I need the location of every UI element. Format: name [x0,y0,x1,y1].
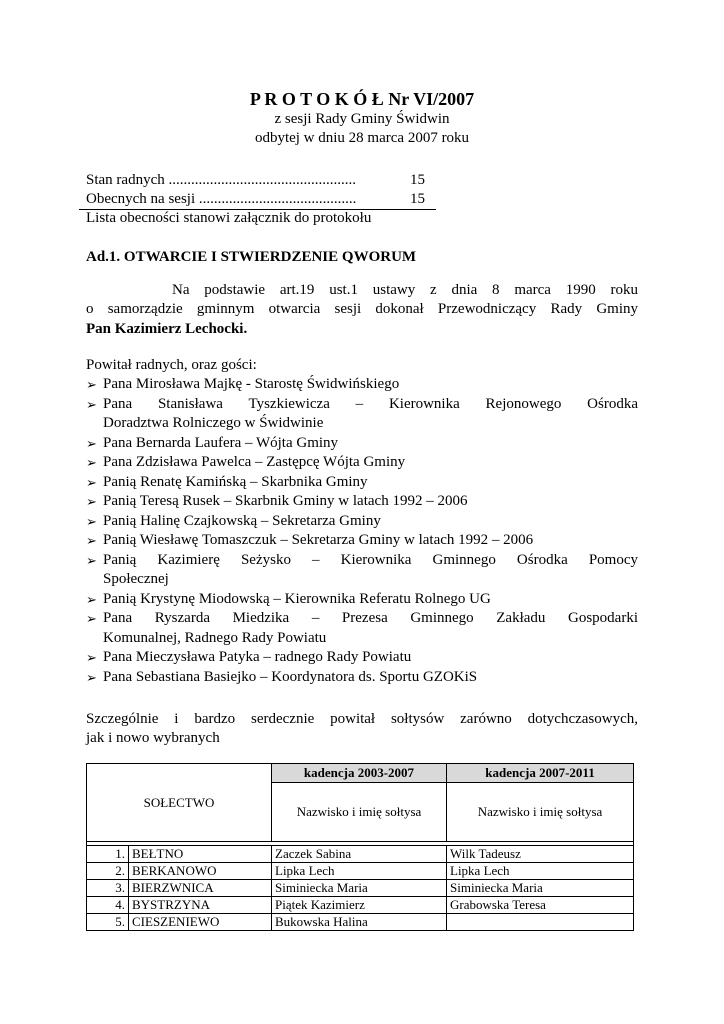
soltys-2003: Piątek Kazimierz [272,897,447,914]
guest-text-continued: Komunalnej, Radnego Rady Powiatu [103,629,327,646]
solectwo-name: BERKANOWO [129,863,272,880]
obecnych-label: Obecnych na sesji .......................................... [86,191,357,207]
row-number: 5. [87,914,129,931]
arrow-bullet-icon: ➢ [86,669,97,685]
protocol-title: P R O T O K Ó Ł Nr VI/2007 [249,89,475,109]
table-body [87,846,634,931]
attendance-note: Lista obecności stanowi załącznik do protokołu [86,210,372,226]
kadencja-2007-header: kadencja 2007-2011 [447,764,634,783]
closing-line1: Szczególnie i bardzo serdecznie powitał sołtysów zarówno dotychczasowych, [86,711,638,727]
guest-text: Pana Ryszarda Miedzika – Prezesa Gminnego Zakładu Gospodarki [103,610,638,626]
kadencja-2003-header: kadencja 2003-2007 [272,764,447,783]
solectwo-header: SOŁECTWO [87,764,272,842]
table-row [87,846,634,863]
guest-text-continued: Doradztwa Rolniczego w Świdwinie [103,415,324,431]
guest-list-item [86,590,638,610]
row-number: 2. [87,863,129,880]
arrow-bullet-icon: ➢ [86,377,97,392]
soltys-2007: Grabowska Teresa [447,897,634,914]
closing-line2: jak i nowo wybranych [86,730,220,746]
opening-paragraph-line2: o samorządzie gminnym otwarcia sesji dokonał Przewodniczący Rady Gminy [86,301,638,317]
guest-list-item [86,492,638,512]
guest-text: Panią Teresą Rusek – Skarbnik Gminy w latach 1992 – 2006 [103,493,468,509]
guest-list-item [86,668,638,688]
guest-list-item [86,473,638,493]
arrow-bullet-icon: ➢ [86,396,97,412]
guest-text: Panią Halinę Czajkowską – Sekretarza Gminy [103,512,381,529]
guest-text: Pana Stanisława Tyszkiewicza – Kierownika Rejonowego Ośrodka [103,395,638,412]
protocol-date: odbytej w dniu 28 marca 2007 roku [254,130,470,146]
solectwo-name: BYSTRZYNA [129,897,272,914]
guest-list-item [86,395,638,434]
guest-text: Pana Mieczysława Patyka – radnego Rady Powiatu [103,649,412,665]
arrow-bullet-icon: ➢ [86,591,97,607]
solectwo-name: BIERZWNICA [129,880,272,897]
arrow-bullet-icon: ➢ [86,455,97,470]
soltys-table [86,763,634,931]
solectwo-name: CIESZENIEWO [129,914,272,931]
soltys-2007: Lipka Lech [447,863,634,880]
soltys-2003: Lipka Lech [272,863,447,880]
guest-list-item [86,434,638,454]
soltys-2007 [447,914,634,931]
guest-text: Pana Zdzisława Pawelca – Zastępcę Wójta Gminy [103,454,406,470]
subheader-new: Nazwisko i imię sołtysa [447,783,634,842]
guest-list-item [86,512,638,532]
guest-list-item [86,609,638,648]
row-number: 3. [87,880,129,897]
section-heading: Ad.1. OTWARCIE I STWIERDZENIE QWORUM [86,249,417,265]
arrow-bullet-icon: ➢ [86,650,97,665]
guest-list-item [86,648,638,668]
soltys-2003: Siminiecka Maria [272,880,447,897]
guest-text: Panią Wiesławę Tomaszczuk – Sekretarza Gminy w latach 1992 – 2006 [103,532,534,548]
arrow-bullet-icon: ➢ [86,513,97,529]
guest-text: Panią Renatę Kamińską – Skarbnika Gminy [103,473,368,490]
guest-text: Pana Sebastiana Basiejko – Koordynatora ds. Sportu GZOKiS [103,668,478,685]
guest-text: Panią Kazimierę Seżysko – Kierownika Gminnego Ośrodka Pomocy [103,551,638,568]
stan-radnych-label: Stan radnych .................................................. [86,172,356,188]
row-number: 4. [87,897,129,914]
greetings-intro: Powitał radnych, oraz gości: [86,357,257,373]
arrow-bullet-icon: ➢ [86,533,97,548]
arrow-bullet-icon: ➢ [86,494,97,509]
arrow-bullet-icon: ➢ [86,474,97,490]
guest-list-item [86,453,638,473]
chairman-name: Pan Kazimierz Lechocki. [86,321,248,337]
stan-radnych-value: 15 [410,172,425,188]
guest-list-item [86,531,638,551]
soltys-2007: Siminiecka Maria [447,880,634,897]
row-number: 1. [87,846,129,863]
solectwo-name: BEŁTNO [129,846,272,863]
table-row [87,914,634,931]
guest-text: Pana Mirosława Majkę - Starostę Świdwińskiego [103,376,400,392]
guest-text: Pana Bernarda Laufera – Wójta Gminy [103,434,339,451]
soltys-2003: Zaczek Sabina [272,846,447,863]
guest-list-item [86,551,638,590]
table-row [87,897,634,914]
guest-text-continued: Społecznej [103,571,169,587]
guest-text: Panią Krystynę Miodowską – Kierownika Referatu Rolnego UG [103,590,491,607]
table-row [87,880,634,897]
arrow-bullet-icon: ➢ [86,435,97,451]
table-row [87,863,634,880]
subheader-old: Nazwisko i imię sołtysa [272,783,447,842]
protocol-subtitle: z sesji Rady Gminy Świdwin [274,111,450,127]
opening-paragraph-line1: Na podstawie art.19 ust.1 ustawy z dnia 8 marca 1990 roku [172,282,638,298]
obecnych-value: 15 [410,191,425,207]
soltys-2007: Wilk Tadeusz [447,846,634,863]
arrow-bullet-icon: ➢ [86,552,97,568]
guest-list-item [86,375,638,395]
arrow-bullet-icon: ➢ [86,611,97,626]
soltys-2003: Bukowska Halina [272,914,447,931]
